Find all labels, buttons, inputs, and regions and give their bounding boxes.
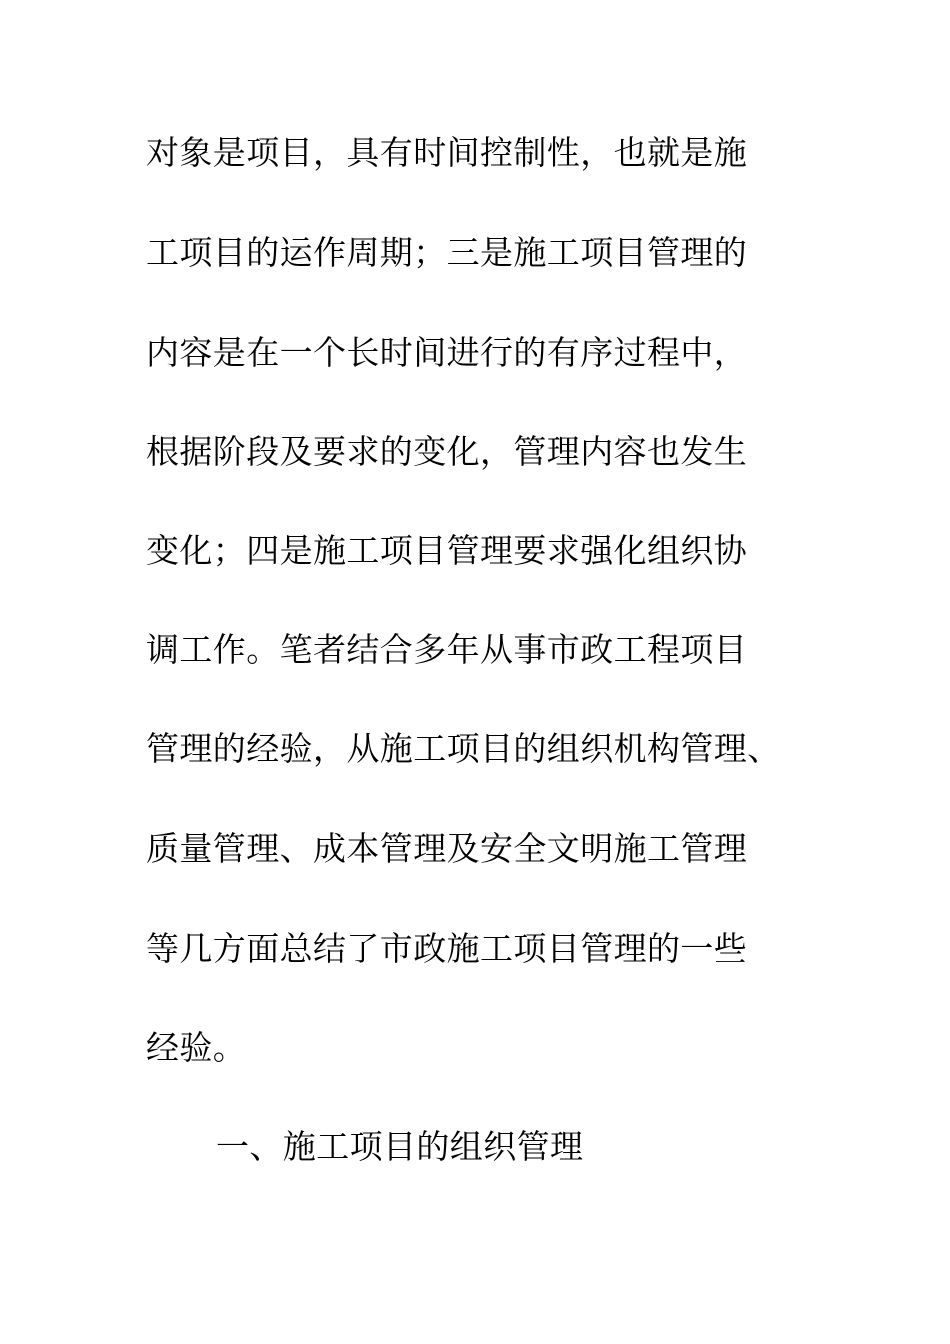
section-heading: 一、施工项目的组织管理: [216, 1127, 584, 1166]
paragraph-line-8: 质量管理、成本管理及安全文明施工管理: [146, 829, 748, 868]
paragraph-line-5: 变化；四是施工项目管理要求强化组织协: [146, 531, 748, 570]
paragraph-line-9: 等几方面总结了市政施工项目管理的一些: [146, 929, 748, 968]
paragraph-line-4: 根据阶段及要求的变化，管理内容也发生: [146, 432, 748, 471]
paragraph-line-2: 工项目的运作周期；三是施工项目管理的: [146, 233, 748, 272]
paragraph-line-10: 经验。: [146, 1028, 247, 1067]
paragraph-line-6: 调工作。笔者结合多年从事市政工程项目: [146, 630, 748, 669]
paragraph-line-7: 管理的经验，从施工项目的组织机构管理、: [146, 729, 781, 768]
paragraph-line-1: 对象是项目，具有时间控制性，也就是施: [146, 133, 748, 172]
paragraph-line-3: 内容是在一个长时间进行的有序过程中，: [146, 333, 748, 372]
